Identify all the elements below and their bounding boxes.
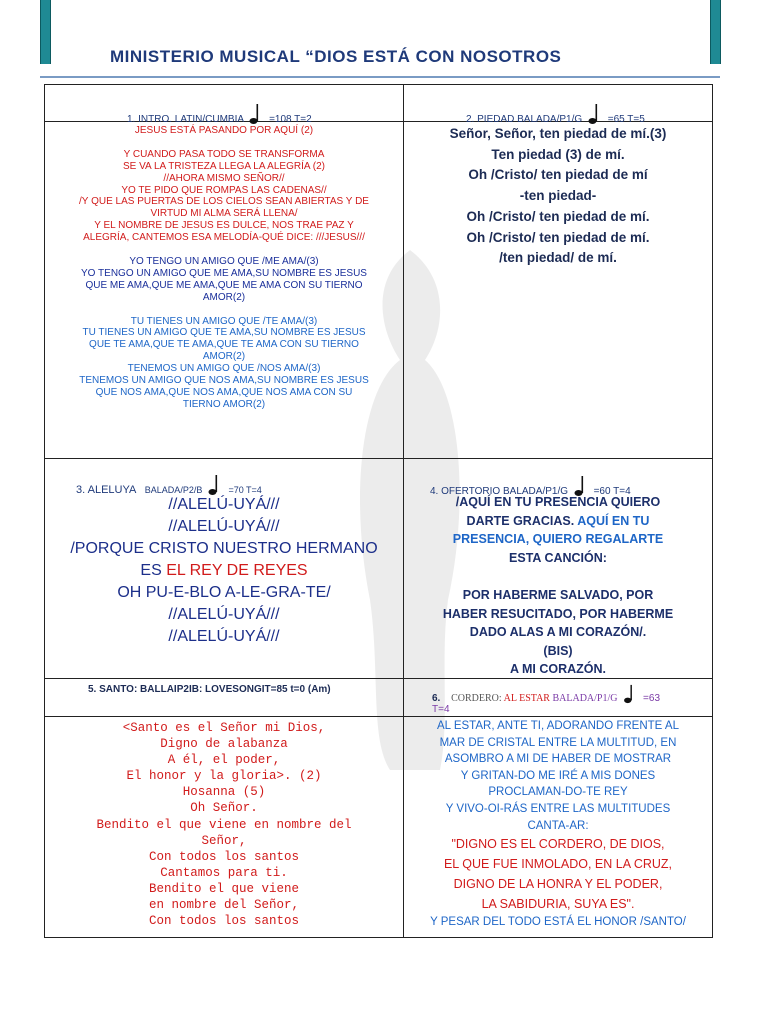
lyric-line: Y GRITAN-DO ME IRÉ A MIS DONES <box>460 769 656 782</box>
lyric-line: QUE NOS AMA,QUE NOS AMA,QUE NOS AMA CON SU <box>95 386 353 398</box>
song-3-style: BALADA/P2/B <box>144 485 203 495</box>
lyric-line: JESUS ESTÁ PASANDO POR AQUÍ (2) <box>134 125 314 136</box>
song-6-tempo-cont: T=4 <box>432 704 450 715</box>
lyric-line: AMOR(2) <box>202 351 246 363</box>
music-note-icon <box>588 103 602 125</box>
lyric-line: //ALELÚ-UYÁ/// <box>168 518 280 535</box>
lyric-line: DIGNO DE LA HONRA Y EL PODER, <box>453 877 663 892</box>
lyric-line: /AQUÍ EN TU PRESENCIA QUIERO <box>455 495 661 509</box>
lyric-line: EL QUE FUE INMOLADO, EN LA CRUZ, <box>443 857 673 872</box>
lyric-line: YO TENGO UN AMIGO QUE /ME AMA/(3) <box>129 255 319 267</box>
song-4-lyrics <box>405 493 711 679</box>
decorative-border-right <box>710 0 721 64</box>
lyric-line: A MI CORAZÓN. <box>509 662 607 677</box>
lyric-line: en nombre del Señor, <box>148 898 300 913</box>
lyric-line: Y VIVO-OI-RÁS ENTRE LAS MULTITUDES <box>445 802 671 815</box>
lyric-line: Oh /Cristo/ ten piedad de mí. <box>466 229 650 245</box>
song-3-header <box>76 474 262 496</box>
music-note-icon <box>208 474 222 496</box>
lyric-line: /ten piedad/ de mí. <box>499 250 617 266</box>
lyric-line: AL ESTAR, ANTE TI, ADORANDO FRENTE AL <box>437 720 679 732</box>
song-1-lyrics <box>48 125 400 411</box>
song-6-title: CORDERO: <box>451 693 504 704</box>
lyric-line: Y CUANDO PASA TODO SE TRANSFORMA <box>123 148 325 160</box>
lyric-line: MAR DE CRISTAL ENTRE LA MULTITUD, EN <box>439 736 677 749</box>
lyric-line: DADO ALAS A MI CORAZÓN/. <box>469 625 647 640</box>
lyric-line: /PORQUE CRISTO NUESTRO HERMANO <box>70 540 378 557</box>
lyric-line: YO TE PIDO QUE ROMPAS LAS CADENAS// <box>121 184 327 196</box>
lyric-line: CANTA-AR: <box>527 819 589 832</box>
lyric-line: //ALELÚ-UYÁ/// <box>168 606 280 623</box>
lyric-line: <Santo es el Señor mi Dios, <box>122 721 326 735</box>
lyric-line: Ten piedad (3) de mí. <box>491 146 625 162</box>
song-2-lyrics <box>405 124 711 269</box>
song-5-lyrics <box>48 720 400 929</box>
lyric-line: TENEMOS UN AMIGO QUE /NOS AMA/(3) <box>127 363 321 375</box>
lyric-line: //ALELÚ-UYÁ/// <box>168 496 280 513</box>
song-4-title: 4. OFERTORIO BALADA/P1/G <box>430 486 569 497</box>
song-5-header: 5. SANTO: BALLAIP2IB: LOVESONGIT=85 t=0 (Am) <box>88 684 331 695</box>
song-1-title: 1. INTRO. LATIN/CUMBIA <box>127 114 244 125</box>
lyric-line: -ten piedad- <box>519 188 597 204</box>
lyric-line: QUE TE AMA,QUE TE AMA,QUE TE AMA CON SU TIERNO <box>89 339 359 351</box>
lyric-line: POR HABERME SALVADO, POR <box>462 587 654 602</box>
lyric-line: Oh /Cristo/ ten piedad de mí <box>468 167 648 183</box>
lyric-line: LA SABIDURIA, SUYA ES". <box>481 897 635 912</box>
lyric-line: /Y QUE LAS PUERTAS DE LOS CIELOS SEAN ABIERTAS Y DE <box>79 196 369 208</box>
lyric-line: Con todos los santos <box>148 914 300 929</box>
lyric-fragment: DARTE GRACIAS. <box>466 513 578 528</box>
lyric-line: Señor, <box>201 833 247 848</box>
lyric-line: //AHORA MISMO SEÑOR// <box>163 172 285 184</box>
song-2-tempo: =65 T=5 <box>607 114 645 125</box>
lyric-line <box>48 560 400 582</box>
lyric-line: SE VA LA TRISTEZA LLEGA LA ALEGRÍA (2) <box>123 160 325 172</box>
lyric-line: PRESENCIA, QUIERO REGALARTE <box>452 532 664 547</box>
lyric-line: "DIGNO ES EL CORDERO, DE DIOS, <box>451 837 665 852</box>
song-3-lyrics <box>48 494 400 648</box>
lyric-line: Oh /Cristo/ ten piedad de mí. <box>466 208 650 224</box>
lyric-fragment: ES <box>140 562 167 579</box>
lyric-line <box>48 137 400 149</box>
song-6-header <box>432 684 660 715</box>
lyric-line: VIRTUD MI ALMA SERÁ LLENA/ <box>150 208 298 220</box>
song-4-tempo: =60 T=4 <box>593 486 631 497</box>
lyric-line: ESTA CANCIÓN: <box>509 550 607 565</box>
song-3-tempo: =70 T=4 <box>228 485 262 495</box>
lyric-line: TIERNO AMOR(2) <box>182 398 266 410</box>
lyric-line: Señor, Señor, ten piedad de mí.(3) <box>449 126 667 141</box>
lyric-line: Bendito el que viene en nombre del <box>96 817 352 832</box>
music-note-icon <box>623 684 637 704</box>
lyric-line: TU TIENES UN AMIGO QUE TE AMA,SU NOMBRE ES JESUS <box>82 327 366 339</box>
lyric-line: A él, el poder, <box>167 753 281 768</box>
song-1-header <box>127 103 312 125</box>
column-divider <box>403 84 404 938</box>
song-2-header <box>466 103 645 125</box>
lyric-line: El honor y la gloria>. (2) <box>126 769 322 784</box>
decorative-border-left <box>40 0 51 64</box>
title-underline <box>40 76 720 78</box>
song-6-style: BALADA/P1/G <box>552 693 618 704</box>
lyric-line: //ALELÚ-UYÁ/// <box>168 628 280 645</box>
song-6-number: 6. <box>432 693 441 704</box>
lyric-line: ASOMBRO A MI DE HABER DE MOSTRAR <box>444 753 672 766</box>
lyric-line: Oh Señor. <box>190 801 258 816</box>
lyric-highlight: AQUÍ EN TU <box>577 513 650 528</box>
lyric-line: Digno de alabanza <box>160 737 288 752</box>
lyric-line: Con todos los santos <box>148 849 300 864</box>
lyric-line: Hosanna (5) <box>182 785 266 800</box>
song-6-lyrics <box>405 718 711 931</box>
song-2-title: 2. PIEDAD BALADA/P1/G <box>466 114 583 125</box>
row-divider <box>44 716 713 717</box>
lyric-line: QUE ME AMA,QUE ME AMA,QUE ME AMA CON SU TIERNO <box>85 279 363 291</box>
lyric-line: Y PESAR DEL TODO ESTÁ EL HONOR /SANTO/ <box>430 916 686 929</box>
lyric-highlight: EL REY DE REYES <box>166 562 308 579</box>
lyric-line: OH PU-E-BLO A-LE-GRA-TE/ <box>117 584 331 601</box>
lyric-line: TENEMOS UN AMIGO QUE NOS AMA,SU NOMBRE ES JESUS <box>79 375 369 387</box>
song-1-tempo: =108 T=2 <box>269 114 312 125</box>
lyric-line: Bendito el que viene <box>148 881 300 896</box>
lyric-line <box>405 512 711 531</box>
lyric-line: Cantamos para ti. <box>160 865 288 880</box>
lyric-line: (BIS) <box>543 643 573 658</box>
row-divider <box>44 458 713 459</box>
music-note-icon <box>249 103 263 125</box>
page-title: MINISTERIO MUSICAL “DIOS ESTÁ CON NOSOTROS <box>110 47 562 66</box>
song-6-red-word: AL ESTAR <box>503 693 553 704</box>
lyric-line: TU TIENES UN AMIGO QUE /TE AMA/(3) <box>130 315 318 327</box>
lyric-line: ALEGRÍA, CANTEMOS ESA MELODÍA-QUÉ DICE: ///JESUS/// <box>83 232 365 244</box>
lyric-line: Y EL NOMBRE DE JESUS ES DULCE, NOS TRAE PAZ Y <box>94 220 354 232</box>
lyric-line: YO TENGO UN AMIGO QUE ME AMA,SU NOMBRE ES JESUS <box>81 267 367 279</box>
lyric-line: HABER RESUCITADO, POR HABERME <box>442 606 674 621</box>
lyric-line: PROCLAMAN-DO-TE REY <box>488 786 628 799</box>
song-6-tempo: =63 <box>643 693 661 704</box>
lyric-line: AMOR(2) <box>202 291 246 303</box>
song-3-title: 3. ALELUYA <box>76 484 136 496</box>
